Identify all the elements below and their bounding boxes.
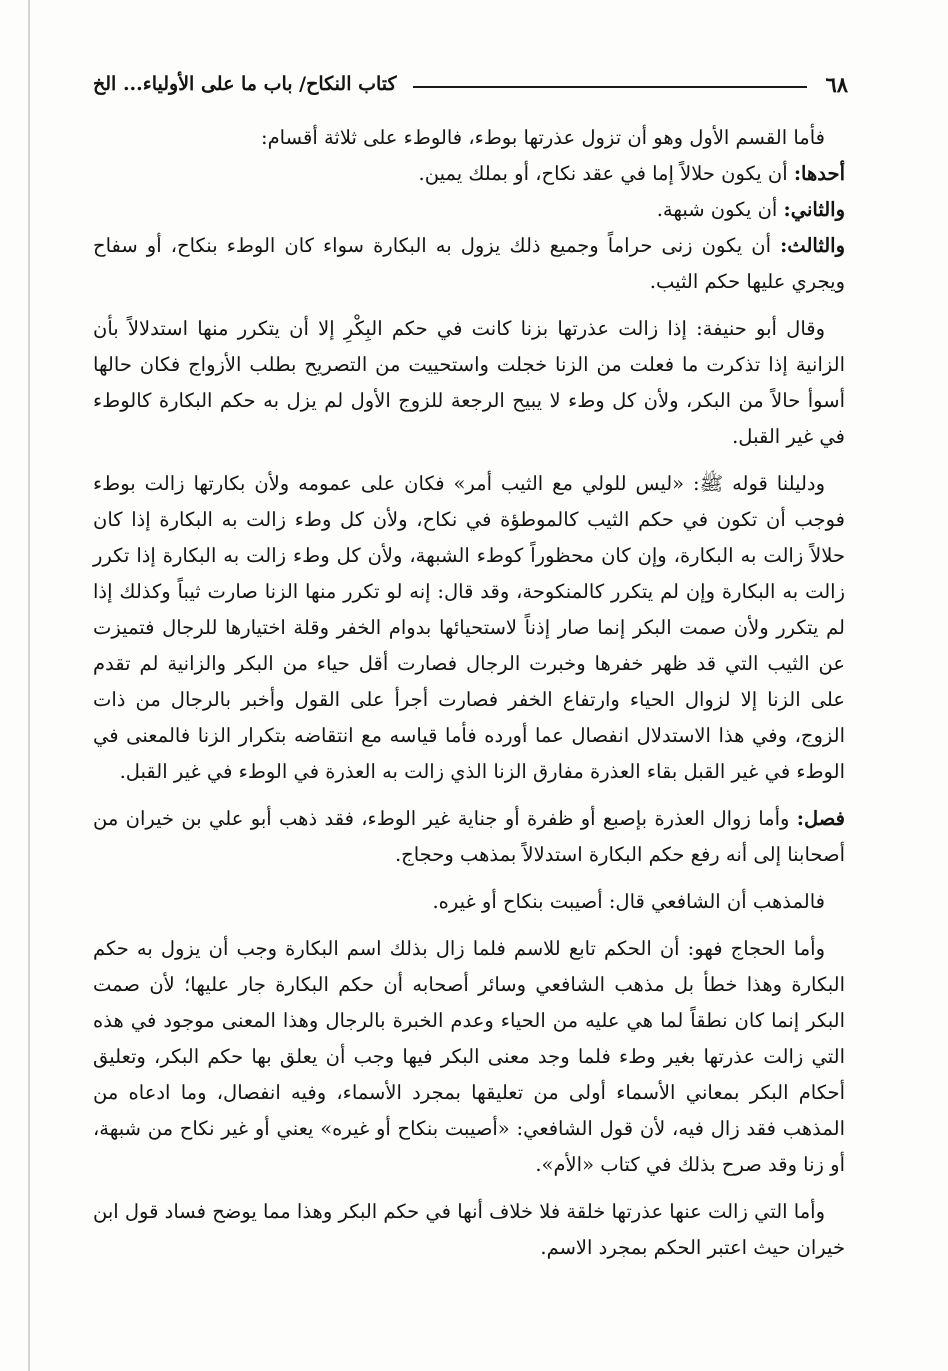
- paragraph-3-text: أن يكون شبهة.: [656, 198, 784, 221]
- paragraph-6: ودليلنا قوله ﷺ: «ليس للولي مع الثيب أمر» فكان على عمومه ولأن بكارتها زالت بوطء فوجب أن تكون في حكم الثيب كالموطؤة في نكاح، ولأن كل وطء زالت به البكارة إذا كان حلالاً زالت به البكارة، وإن كان محظوراً كوطء الشبهة، ولأن كل وطء زالت به البكارة إذا تكرر زالت به البكارة وإن لم يتكرر كالمنكوحة، وقد قال: إنه لو تكرر منها الزنا صارت ثيباً وكذلك إذا لم يتكرر ولأن صمت البكر إنما صار إذناً لاستحيائها بدوام الخفر وقلة اختيارها للرجال فتميزت عن الثيب التي قد ظهر خفرها وخبرت الرجال فصارت أقل حياء من البكر والزانية لم تقدم على الزنا إلا لزوال الحياء وارتفاع الخفر فصارت أجرأ على القول وأخبر بالرجال من ذات الزوج، وفي هذا الاستدلال انفصال عما أورده فأما قياسه مع انتقاضه بتكرار الزنا فالمعنى في الوطء في غير القبل بقاء العذرة مفارق الزنا الذي زالت به العذرة في الوطء في غير القبل.: [93, 472, 845, 783]
- paragraph-4: [93, 228, 845, 300]
- paragraph-7: [93, 801, 845, 873]
- paragraph-2: [93, 156, 845, 192]
- paragraph-7-text: وأما زوال العذرة بإصبع أو ظفرة أو جناية غير الوطء، فقد ذهب أبو علي بن خيران من أصحابنا إلى أنه رفع حكم البكارة استدلالاً بمذهب وحجاج.: [93, 807, 845, 866]
- paragraph-8: فالمذهب أن الشافعي قال: أصيبت بنكاح أو غيره.: [432, 890, 825, 913]
- paragraph-3: [93, 192, 845, 228]
- paragraph-4-text: أن يكون زنى حراماً وجميع ذلك يزول به البكارة سواء كان الوطء بنكاح، أو سفاح ويجري عليها حكم الثيب.: [93, 234, 845, 293]
- section-label: فصل:: [796, 807, 845, 830]
- page-edge-line: [28, 0, 30, 1371]
- paragraph-5: وقال أبو حنيفة: إذا زالت عذرتها بزنا كانت في حكم البِكْرِ إلا أن يتكرر منها استدلالاً بأن الزانية إذا تذكرت ما فعلت من الزنا خجلت واستحييت من التصريح بطلب الأزواج فكان حالها أسوأ حالاً من البكر، ولأن كل وطء لا يبيح الرجعة للزوج الأول لم يزل به حكم البكارة كالوطء في غير القبل.: [93, 317, 845, 448]
- paragraph-1: فأما القسم الأول وهو أن تزول عذرتها بوطء، فالوطء على ثلاثة أقسام:: [261, 126, 825, 149]
- running-title: كتاب النكاح/ باب ما على الأولياء... الخ: [93, 73, 397, 95]
- paragraph-2-label: أحدها:: [793, 162, 845, 185]
- paragraph-9: وأما الحجاج فهو: أن الحكم تابع للاسم فلما زال بذلك اسم البكارة وجب أن يزول به حكم البكارة وهذا خطأ بل مذهب الشافعي وسائر أصحابه أن حكم البكارة جار عليها؛ لأن صمت البكر إنما كان نطقاً لما هي عليه من الحياء وعدم الخبرة بالرجال وهذا المعنى موجود في هذه التي زالت عذرتها بغير وطء فلما وجد معنى البكر فيها وجب أن يعلق بها حكم البكر، وتعليق أحكام البكر بمعاني الأسماء أولى من تعليقها بمجرد الأسماء، وفيه انفصال، وما ادعاه من المذهب فقد زال فيه، لأن قول الشافعي: «أصيبت بنكاح أو غيره» يعني أو غير نكاح من شبهة، أو زنا وقد صرح بذلك في كتاب «الأم».: [93, 937, 845, 1176]
- paragraph-3-label: والثاني:: [783, 198, 845, 221]
- header-rule: [413, 86, 808, 88]
- page-body: [93, 120, 845, 1277]
- paragraph-4-label: والثالث:: [780, 234, 845, 257]
- paragraph-2-text: أن يكون حلالاً إما في عقد نكاح، أو بملك يمين.: [418, 162, 794, 185]
- page-header: [93, 66, 848, 102]
- paragraph-10: وأما التي زالت عنها عذرتها خلقة فلا خلاف أنها في حكم البكر وهذا مما يوضح فساد قول ابن خيران حيث اعتبر الحكم بمجرد الاسم.: [93, 1200, 845, 1259]
- page-number: ٦٨: [825, 71, 848, 97]
